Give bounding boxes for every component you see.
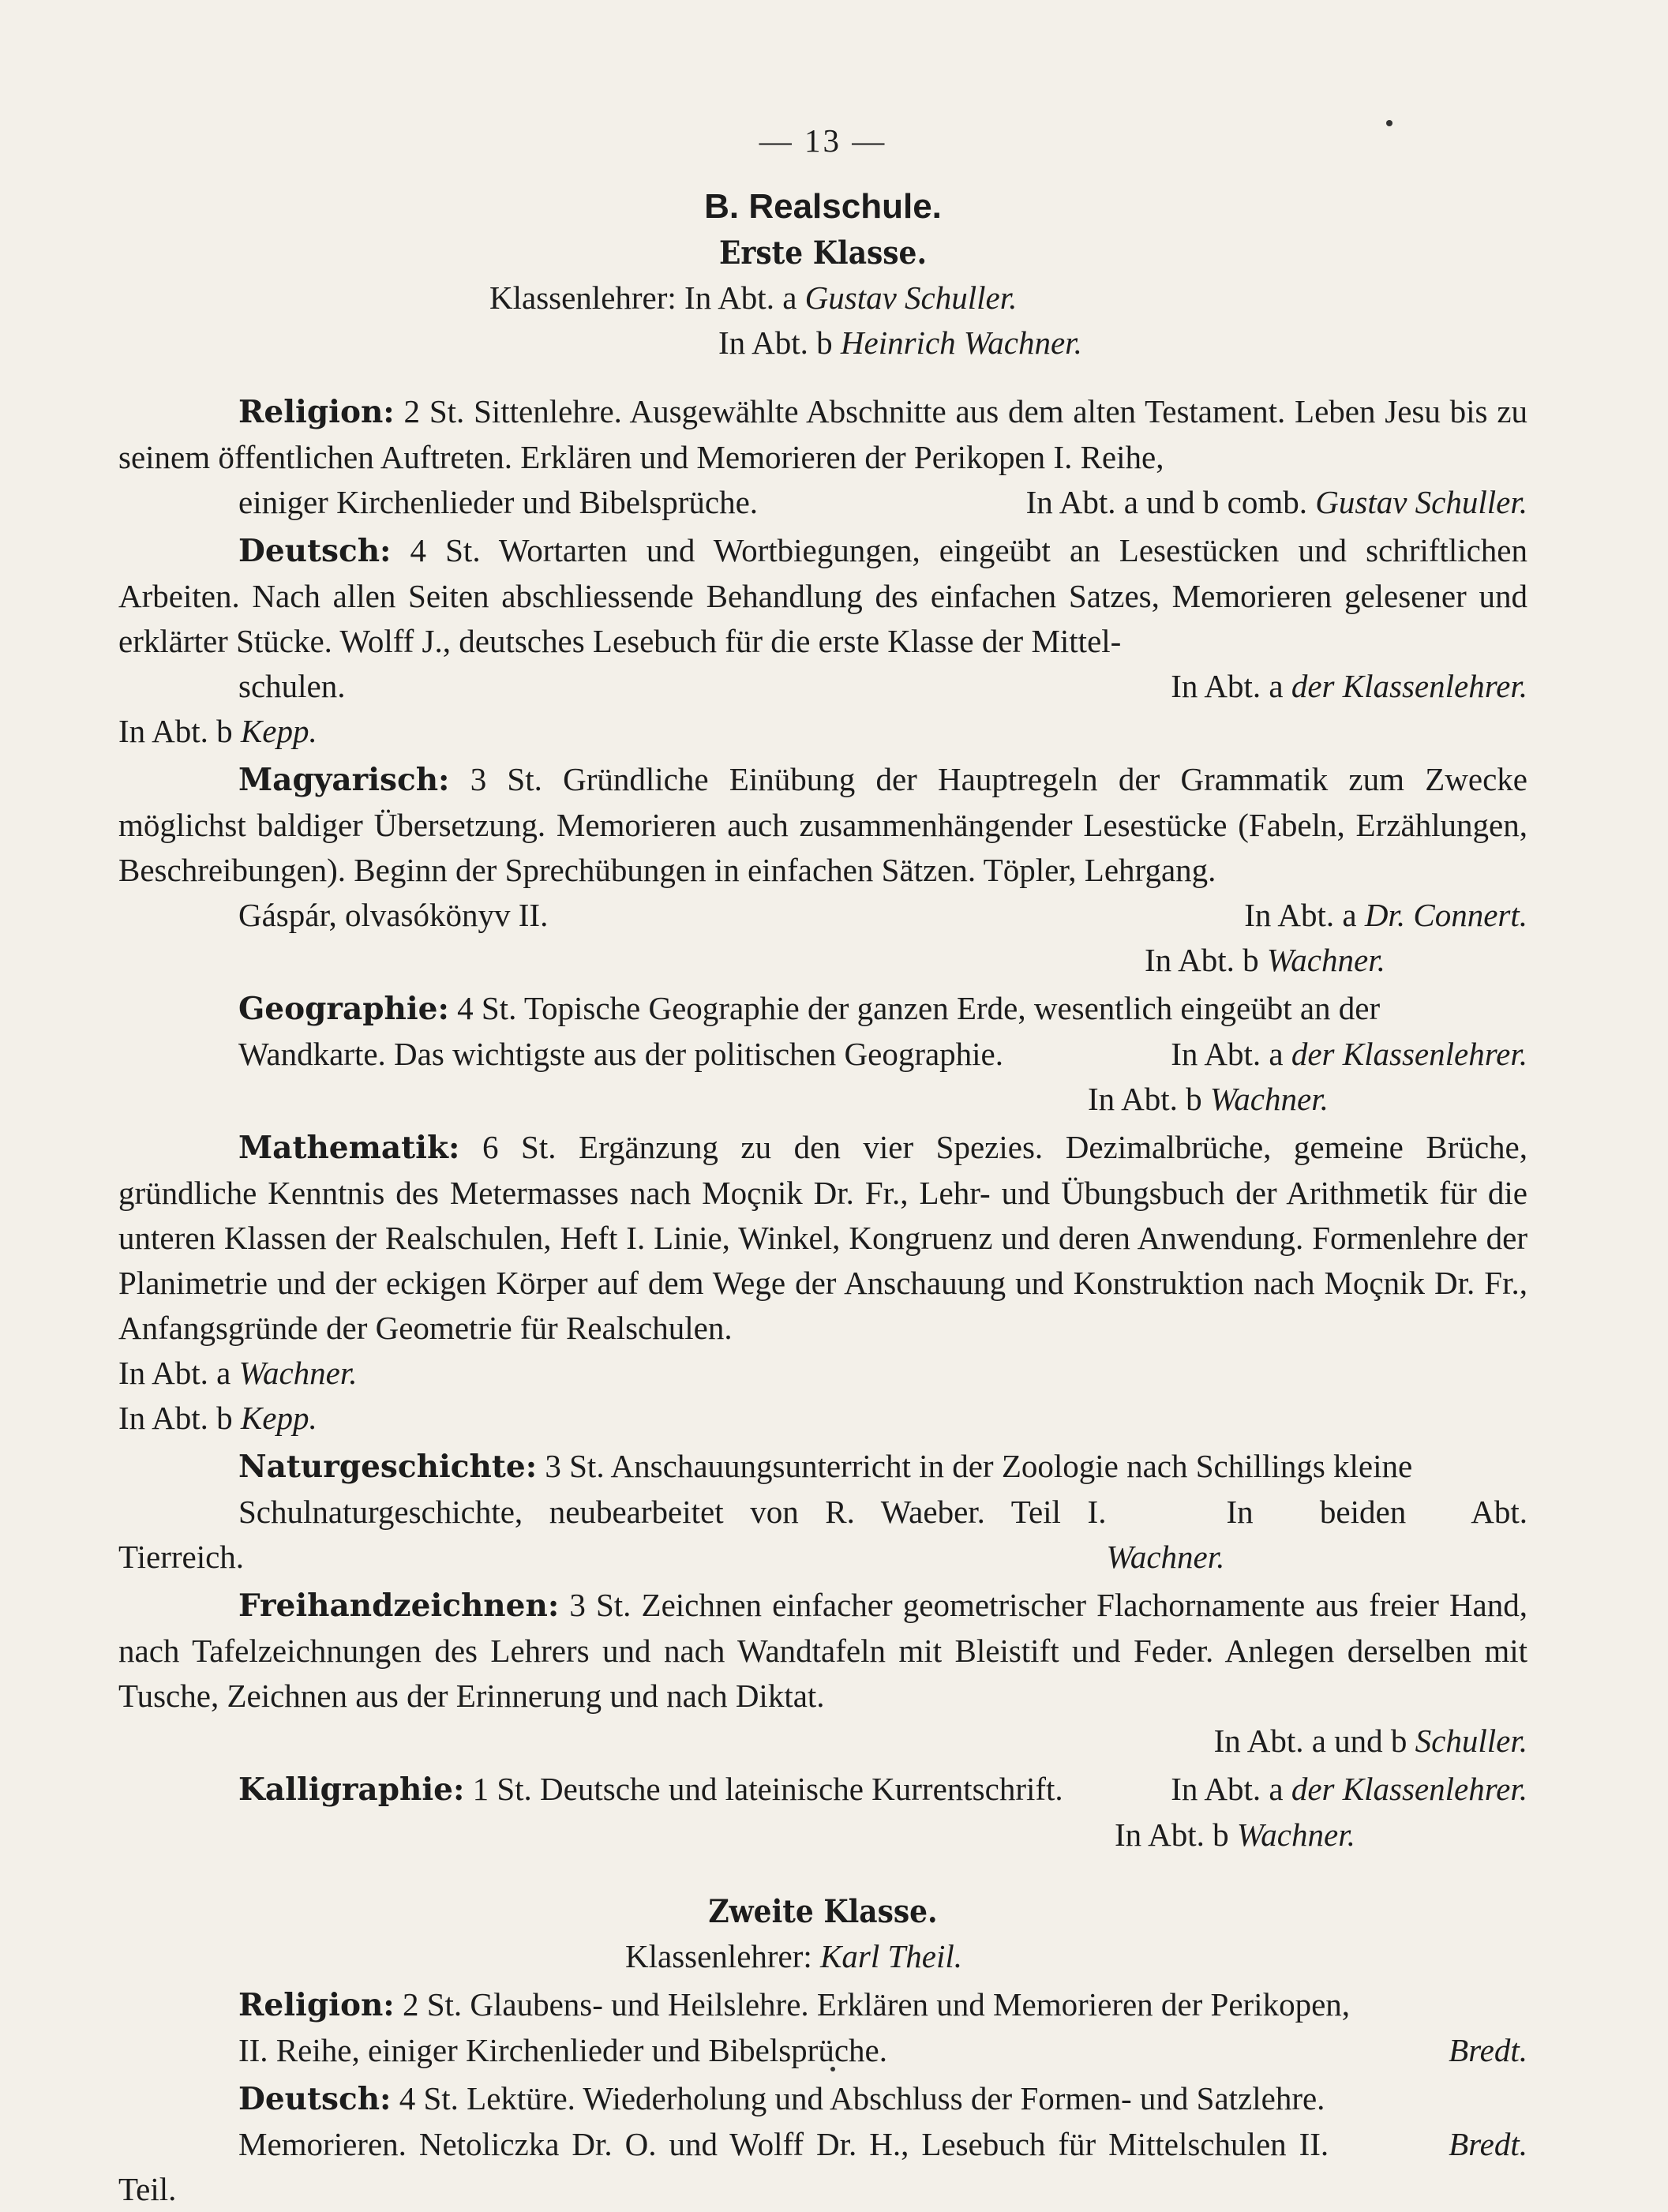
subject-freihandzeichnen-1: Freihandzeichnen: 3 St. Zeichnen einfacher geometrischer Flachornamente aus freier Hand, nach Tafelzeichnungen des Lehrers und nach Wandtafeln mit Bleistift und Feder. Anlegen derselben mit Tusche, Zeichnen aus der Erinnerung und nach Diktat. In Abt. a und b Schuller. — [118, 1587, 1528, 1759]
subject-deutsch-2: Deutsch: 4 St. Lektüre. Wiederholung und Abschluss der Formen- und Satzlehre. Memorieren. Netoliczka Dr. O. und Wolff Dr. H., Lesebuch für Mittelschulen II. Teil. Bredt. — [118, 2080, 1527, 2207]
subject-religion-2: Religion: 2 St. Glaubens- und Heilslehre. Erklären und Memorieren der Perikopen, II. Reihe, einiger Kirchenlieder und Bibelsprüche. Bredt. — [238, 1986, 1527, 2068]
class-teacher-second: Klassenlehrer: Karl Theil. — [625, 1938, 963, 1974]
class-teacher-b: In Abt. b Heinrich Wachner. — [718, 324, 1082, 361]
subject-naturgeschichte-1: Naturgeschichte: 3 St. Anschauungsunterricht in der Zoologie nach Schillings kleine Schulnaturgeschichte, neubearbeitet von R. Waeber. Teil I. Tierreich. In beiden Abt. Wachner. — [118, 1448, 1527, 1575]
subject-kalligraphie-1: Kalligraphie: 1 St. Deutsche und lateinische Kurrentschrift. In Abt. a der Klassenlehrer. In Abt. b Wachner. — [238, 1771, 1527, 1853]
subject-geographie-1: Geographie: 4 St. Topische Geographie der ganzen Erde, wesentlich eingeübt an der Wandkarte. Das wichtigste aus der politischen Geographie. In Abt. a der Klassenlehrer. In Abt. b Wachner. — [238, 990, 1527, 1117]
class-teacher-a: Klassenlehrer: In Abt. a Gustav Schuller. — [489, 279, 1018, 316]
subject-religion-1: Religion: 2 St. Sittenlehre. Ausgewählte Abschnitte aus dem alten Testament. Leben Jesu bis zu seinem öffentlichen Auftreten. Erklären und Memorieren der Perikopen I. Reihe, einiger Kirchenlieder und Bibelsprüche. In Abt. a und b comb. Gustav Schuller. — [118, 393, 1528, 520]
subject-deutsch-1: Deutsch: 4 St. Wortarten und Wortbiegungen, eingeübt an Lesestücken und schriftlichen Arbeiten. Nach allen Seiten abschliessende Behandlung des einfachen Satzes, Memorieren gelesener und erklärter Stücke. Wolff J., deutsches Lesebuch für die erste Klasse der Mittel- schulen. In Abt. a der Klassenlehrer. In Abt. b Kepp. — [118, 532, 1527, 749]
subject-mathematik-1: Mathematik: 6 St. Ergänzung zu den vier Spezies. Dezimalbrüche, gemeine Brüche, gründliche Kenntnis des Metermasses nach Moçnik Dr. Fr., Lehr- und Übungsbuch der Arithmetik für die unteren Klassen der Realschulen, Heft I. Linie, Winkel, Kongruenz und deren Anwendung. Formenlehre der Planimetrie und der eckigen Körper auf dem Wege der Anschauung und Konstruktion nach Moçnik Dr. Fr., Anfangsgründe der Geometrie für Realschulen. In Abt. a Wachner. In Abt. b Kepp. — [118, 1129, 1527, 1436]
class-title-second: Zweite Klasse. — [708, 1893, 938, 1930]
subject-magyarisch-1: Magyarisch: 3 St. Gründliche Einübung der Hauptregeln der Grammatik zum Zwecke möglichst baldiger Übersetzung. Memorieren auch zusammenhängender Lesestücke (Fabeln, Erzählungen, Beschreibungen). Beginn der Sprechübungen in einfachen Sätzen. Töpler, Lehrgang. Gáspár, olvasókönyv II. In Abt. a Dr. Connert. In Abt. b Wachner. — [118, 761, 1528, 978]
page-content — [118, 118, 1527, 2212]
section-title: B. Realschule. — [704, 187, 942, 226]
class-title-first: Erste Klasse. — [718, 234, 927, 272]
page-number: — 13 — — [759, 122, 887, 159]
